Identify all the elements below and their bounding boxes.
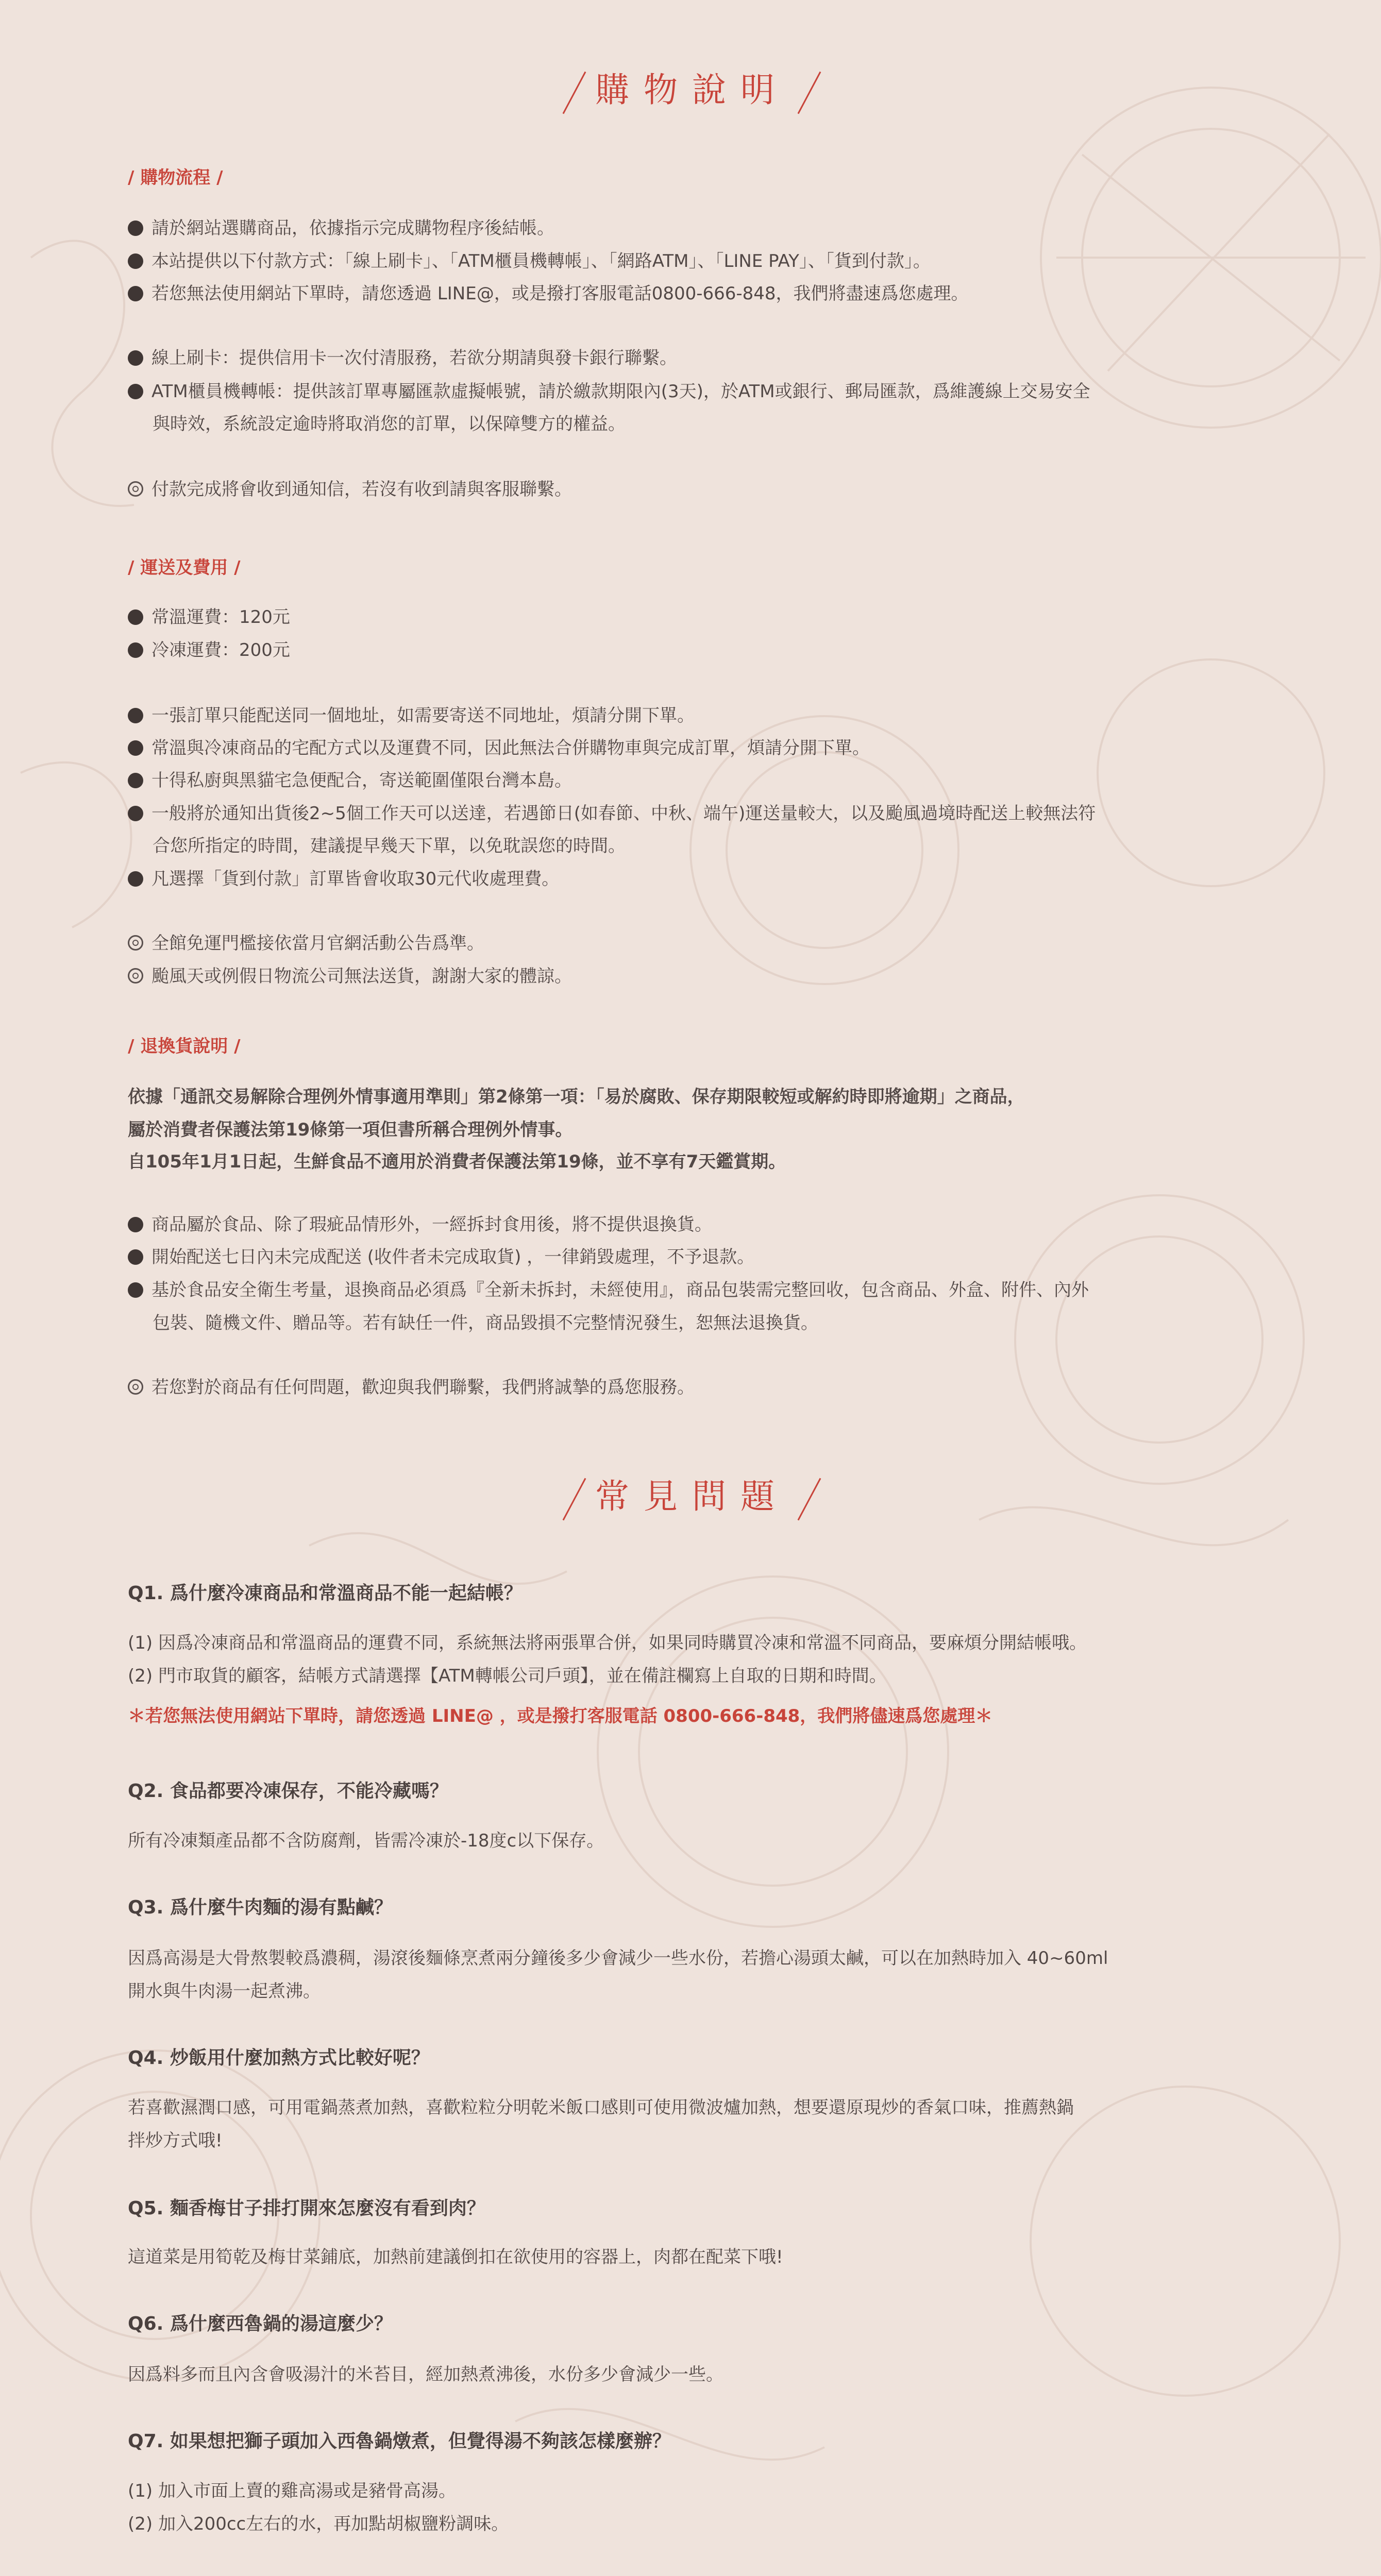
list-item-continuation: 合您所指定的時間，建議提早幾天下單，以免耽誤您的時間。 bbox=[153, 836, 626, 856]
list-item: 冷凍運費：200元 bbox=[128, 637, 1256, 663]
note-item: 付款完成將會收到通知信，若沒有收到請與客服聯繫。 bbox=[128, 477, 1256, 502]
bullet-icon bbox=[128, 806, 143, 821]
note-item: 全館免運門檻接依當月官網活動公告爲準。 bbox=[128, 930, 1256, 956]
bullet-icon bbox=[128, 384, 143, 399]
bullet-icon bbox=[128, 740, 143, 756]
list-item: 開始配送七日內未完成配送 (收件者未完成取貨) ，一律銷毀處理，不予退款。 bbox=[128, 1244, 1256, 1270]
note-item: 颱風天或例假日物流公司無法送貨，謝謝大家的體諒。 bbox=[128, 963, 1256, 989]
list-item: 線上刷卡：提供信用卡一次付清服務，若欲分期請與發卡銀行聯繫。 bbox=[128, 345, 1256, 371]
circle-note-icon bbox=[128, 968, 143, 984]
faq-title bbox=[128, 1473, 1256, 1520]
faq-answer: (2) 門市取貨的顧客，結帳方式請選擇【ATM轉帳公司戶頭】，並在備註欄寫上自取的日期和時間。 bbox=[128, 1666, 887, 1686]
bullet-icon bbox=[128, 1249, 143, 1265]
faq-answer: 若喜歡濕潤口感，可用電鍋蒸煮加熱，喜歡粒粒分明乾米飯口感則可使用微波爐加熱，想要還原現炒的香氣口味，推薦熱鍋 bbox=[128, 2097, 1074, 2118]
circle-note-icon bbox=[128, 935, 143, 951]
shipping-heading: / 運送及費用 / bbox=[128, 557, 241, 578]
shopping-guide-title-text: 購物說明 bbox=[595, 70, 789, 110]
shopping-guide-title bbox=[128, 67, 1256, 113]
faq-highlight-note: ＊若您無法使用網站下單時，請您透過 LINE@ ，或是撥打客服電話 0800-666-848，我們將儘速爲您處理＊ bbox=[128, 1706, 993, 1726]
list-item: 一般將於通知出貨後2~5個工作天可以送達，若遇節日(如春節、中秋、端午)運送量較大，以及颱風過境時配送上較無法符 bbox=[128, 801, 1256, 826]
faq-answer: 所有冷凍類產品都不含防腐劑，皆需冷凍於-18度c以下保存。 bbox=[128, 1831, 604, 1851]
faq-answer: 因爲料多而且內含會吸湯汁的米苔目，經加熱煮沸後，水份多少會減少一些。 bbox=[128, 2364, 723, 2385]
faq-answer: 因爲高湯是大骨熬製較爲濃稠，湯滾後麵條烹煮兩分鐘後多少會減少一些水份，若擔心湯頭太鹹，可以在加熱時加入 40~60ml bbox=[128, 1948, 1108, 1969]
list-item: 商品屬於食品、除了瑕疵品情形外，一經拆封食用後，將不提供退換貨。 bbox=[128, 1212, 1256, 1238]
bullet-icon bbox=[128, 1217, 143, 1232]
flow-heading: / 購物流程 / bbox=[128, 167, 223, 188]
bullet-icon bbox=[128, 221, 143, 236]
bullet-icon bbox=[128, 253, 143, 269]
faq-answer: 這道菜是用筍乾及梅甘菜鋪底，加熱前建議倒扣在欲使用的容器上，肉都在配菜下哦! bbox=[128, 2247, 783, 2267]
faq-question: Q5. 麵香梅甘子排打開來怎麼沒有看到肉？ bbox=[128, 2198, 485, 2219]
faq-answer: 開水與牛肉湯一起煮沸。 bbox=[128, 1981, 321, 2002]
faq-answer: (1) 加入市面上賣的雞高湯或是豬骨高湯。 bbox=[128, 2481, 456, 2501]
faq-answer: (2) 加入200cc左右的水，再加點胡椒鹽粉調味。 bbox=[128, 2514, 509, 2534]
law-text: 屬於消費者保護法第19條第一項但書所稱合理例外情事。 bbox=[128, 1120, 573, 1140]
title-slash-left bbox=[564, 67, 585, 113]
list-item: 基於食品安全衛生考量，退換商品必須爲『全新未拆封，未經使用』，商品包裝需完整回收，包含商品、外盒、附件、內外 bbox=[128, 1277, 1256, 1303]
faq-question: Q4. 炒飯用什麼加熱方式比較好呢？ bbox=[128, 2047, 430, 2069]
faq-question: Q6. 爲什麼西魯鍋的湯這麼少？ bbox=[128, 2313, 393, 2334]
bullet-icon bbox=[128, 773, 143, 788]
bullet-icon bbox=[128, 1282, 143, 1298]
faq-question: Q1. 爲什麼冷凍商品和常溫商品不能一起結帳？ bbox=[128, 1583, 523, 1604]
list-item-continuation: 包裝、隨機文件、贈品等。若有缺任一件，商品毀損不完整情況發生，恕無法退換貨。 bbox=[153, 1313, 818, 1333]
faq-answer: 拌炒方式哦! bbox=[128, 2130, 223, 2151]
list-item: 本站提供以下付款方式：「線上刷卡」、「ATM櫃員機轉帳」、「網路ATM」、「LINE PAY」、「貨到付款」。 bbox=[128, 248, 1256, 274]
list-item: 若您無法使用網站下單時，請您透過 LINE@，或是撥打客服電話0800-666-848，我們將盡速爲您處理。 bbox=[128, 281, 1256, 307]
circle-note-icon bbox=[128, 1379, 143, 1395]
list-item: 常溫與冷凍商品的宅配方式以及運費不同，因此無法合併購物車與完成訂單，煩請分開下單。 bbox=[128, 735, 1256, 761]
title-slash-right bbox=[799, 1473, 820, 1520]
bullet-icon bbox=[128, 609, 143, 625]
list-item: 凡選擇「貨到付款」訂單皆會收取30元代收處理費。 bbox=[128, 866, 1256, 892]
bullet-icon bbox=[128, 708, 143, 723]
returns-heading: / 退換貨說明 / bbox=[128, 1036, 241, 1057]
faq-question: Q2. 食品都要冷凍保存，不能冷藏嗎？ bbox=[128, 1781, 448, 1802]
title-slash-right bbox=[799, 67, 820, 113]
faq-title-text: 常見問題 bbox=[595, 1477, 789, 1516]
faq-question: Q7. 如果想把獅子頭加入西魯鍋燉煮，但覺得湯不夠該怎樣麼辦？ bbox=[128, 2431, 671, 2452]
list-item: ATM櫃員機轉帳：提供該訂單專屬匯款虛擬帳號，請於繳款期限內(3天)，於ATM或銀行、郵局匯款，爲維護線上交易安全 bbox=[128, 379, 1256, 404]
bullet-icon bbox=[128, 350, 143, 366]
list-item: 常溫運費：120元 bbox=[128, 604, 1256, 630]
list-item: 十得私廚與黑貓宅急便配合，寄送範圍僅限台灣本島。 bbox=[128, 768, 1256, 793]
bullet-icon bbox=[128, 642, 143, 658]
list-item: 一張訂單只能配送同一個地址，如需要寄送不同地址，煩請分開下單。 bbox=[128, 703, 1256, 728]
law-text: 自105年1月1日起，生鮮食品不適用於消費者保護法第19條，並不享有7天鑑賞期。 bbox=[128, 1151, 786, 1172]
law-text: 依據「通訊交易解除合理例外情事適用準則」第2條第一項：「易於腐敗、保存期限較短或解約時即將逾期」之商品， bbox=[128, 1087, 1025, 1107]
title-slash-left bbox=[564, 1473, 585, 1520]
circle-note-icon bbox=[128, 481, 143, 497]
faq-answer: (1) 因爲冷凍商品和常溫商品的運費不同，系統無法將兩張單合併，如果同時購買冷凍和常溫不同商品，要麻煩分開結帳哦。 bbox=[128, 1633, 1087, 1653]
faq-question: Q3. 爲什麼牛肉麵的湯有點鹹？ bbox=[128, 1897, 393, 1918]
bullet-icon bbox=[128, 871, 143, 887]
list-item: 請於網站選購商品，依據指示完成購物程序後結帳。 bbox=[128, 215, 1256, 241]
bullet-icon bbox=[128, 286, 143, 301]
list-item-continuation: 與時效，系統設定逾時將取消您的訂單，以保障雙方的權益。 bbox=[153, 414, 626, 434]
note-item: 若您對於商品有任何問題，歡迎與我們聯繫，我們將誠摯的爲您服務。 bbox=[128, 1375, 1256, 1400]
